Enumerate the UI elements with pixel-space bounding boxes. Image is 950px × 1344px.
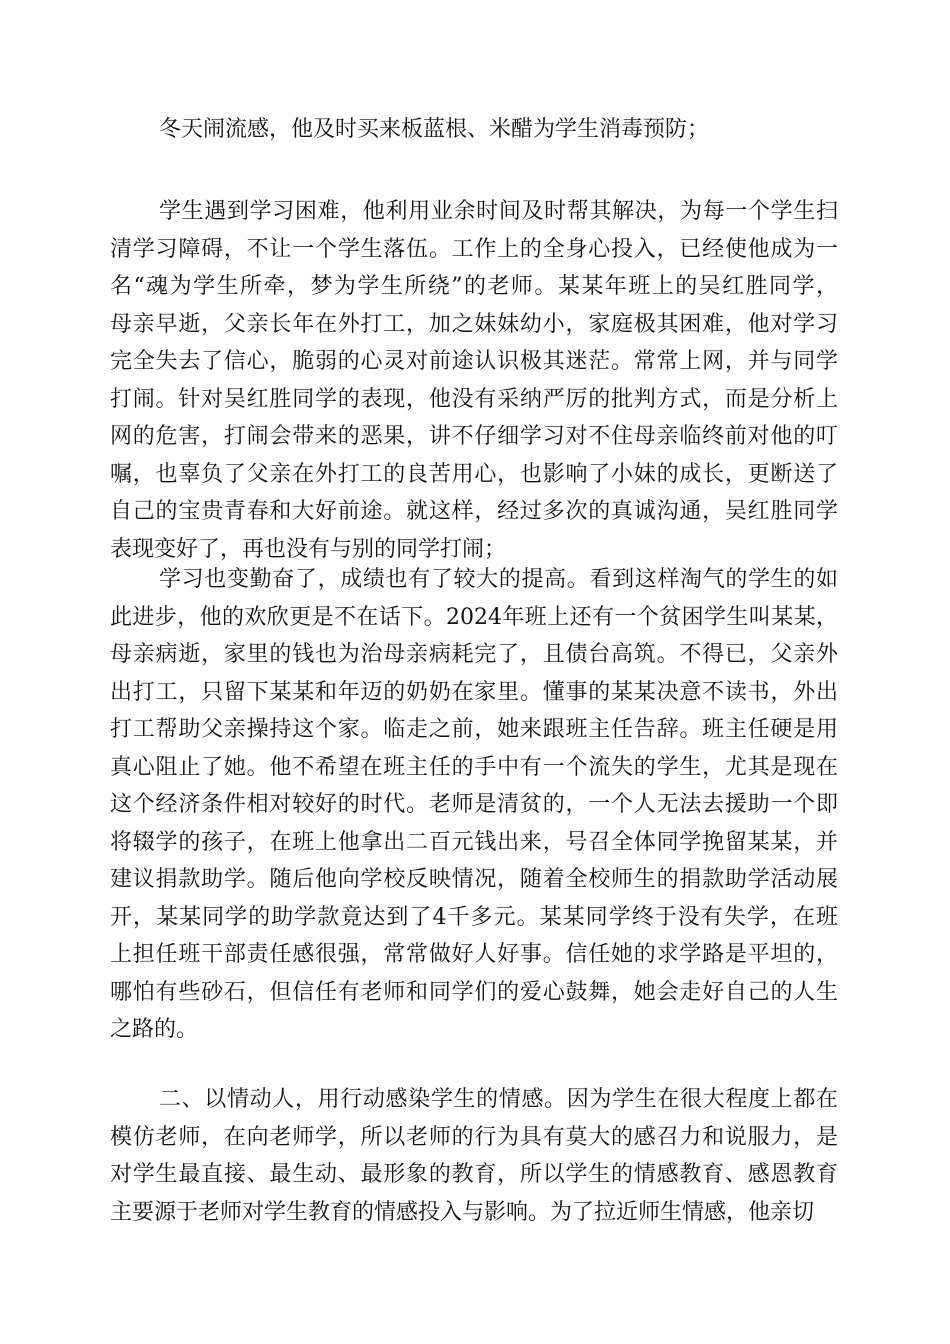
paragraph-poor-student-aid — [110, 561, 838, 1049]
text-line: 打闹。针对吴红胜同学的表现，他没有采纳严厉的批判方式，而是分析上 — [110, 386, 838, 412]
text-line: 学生遇到学习困难，他利用业余时间及时帮其解决，为每一个学生扫 — [159, 199, 838, 224]
paragraph-emotional-education — [110, 1081, 838, 1231]
text-line: 这个经济条件相对较好的时代。老师是清贫的，一个人无法去援助一个即 — [110, 792, 838, 817]
text-line: 冬天闹流感，他及时买来板蓝根、米醋为学生消毒预防； — [159, 117, 710, 142]
text-line: 学习也变勤奋了，成绩也有了较大的提高。看到这样淘气的学生的如 — [159, 567, 838, 592]
text-line: 主要源于老师对学生教育的情感投入与影响。为了拉近师生情感，他亲切 — [110, 1199, 815, 1225]
text-line: 母亲病逝，家里的钱也为治母亲病耗完了，且债台高筑。不得已，父亲外 — [110, 642, 838, 667]
text-line: 打工帮助父亲操持这个家。临走之前，她来跟班主任告辞。班主任硬是用 — [110, 717, 838, 742]
document-page — [110, 0, 838, 1344]
text-line: 真心阻止了她。他不希望在班主任的手中有一个流失的学生，尤其是现在 — [110, 754, 838, 780]
text-line: 模仿老师，在向老师学，所以老师的行为具有莫大的感召力和说服力，是 — [110, 1124, 838, 1150]
text-line: 将辍学的孩子，在班上他拿出二百元钱出来，号召全体同学挽留某某，并 — [110, 829, 838, 855]
text-line: 上担任班干部责任感很强，常常做好人好事。信任她的求学路是平坦的， — [110, 942, 838, 967]
text-line: 建议捐款助学。随后他向学校反映情况，随着全校师生的捐款助学活动展 — [110, 867, 838, 892]
text-line: 完全失去了信心，脆弱的心灵对前途认识极其迷茫。常常上网，并与同学 — [110, 349, 838, 374]
text-line: 嘱，也辜负了父亲在外打工的良苦用心，也影响了小妹的成长，更断送了 — [110, 461, 838, 487]
text-line: 自己的宝贵青春和大好前途。就这样，经过多次的真诚沟通，吴红胜同学 — [110, 499, 838, 524]
text-line: 清学习障碍，不让一个学生落伍。工作上的全身心投入，已经使他成为一 — [110, 236, 838, 262]
paragraph-flu-prevention — [110, 111, 838, 149]
text-line: 开，某某同学的助学款竟达到了4千多元。某某同学终于没有失学，在班 — [110, 904, 838, 930]
paragraph-wu-hongsheng — [110, 193, 838, 568]
text-line: 对学生最直接、最生动、最形象的教育，所以学生的情感教育、感恩教育 — [110, 1162, 838, 1187]
text-line: 出打工，只留下某某和年迈的奶奶在家里。懂事的某某决意不读书，外出 — [110, 679, 838, 705]
text-line: 此进步，他的欢欣更是不在话下。2024年班上还有一个贫困学生叫某某， — [110, 604, 838, 630]
text-line: 名“魂为学生所牵，梦为学生所绕”的老师。某某年班上的吴红胜同学， — [110, 274, 838, 299]
text-line: 母亲早逝，父亲长年在外打工，加之妹妹幼小，家庭极其困难，他对学习 — [110, 311, 838, 337]
text-line: 表现变好了，再也没有与别的同学打闹； — [110, 536, 507, 562]
text-line: 二、以情动人，用行动感染学生的情感。因为学生在很大程度上都在 — [159, 1087, 838, 1112]
text-line: 哪怕有些砂石，但信任有老师和同学们的爱心鼓舞，她会走好自己的人生 — [110, 979, 838, 1005]
text-line: 之路的。 — [110, 1017, 199, 1042]
text-line: 网的危害，打闹会带来的恶果，讲不仔细学习对不住母亲临终前对他的叮 — [110, 424, 838, 449]
